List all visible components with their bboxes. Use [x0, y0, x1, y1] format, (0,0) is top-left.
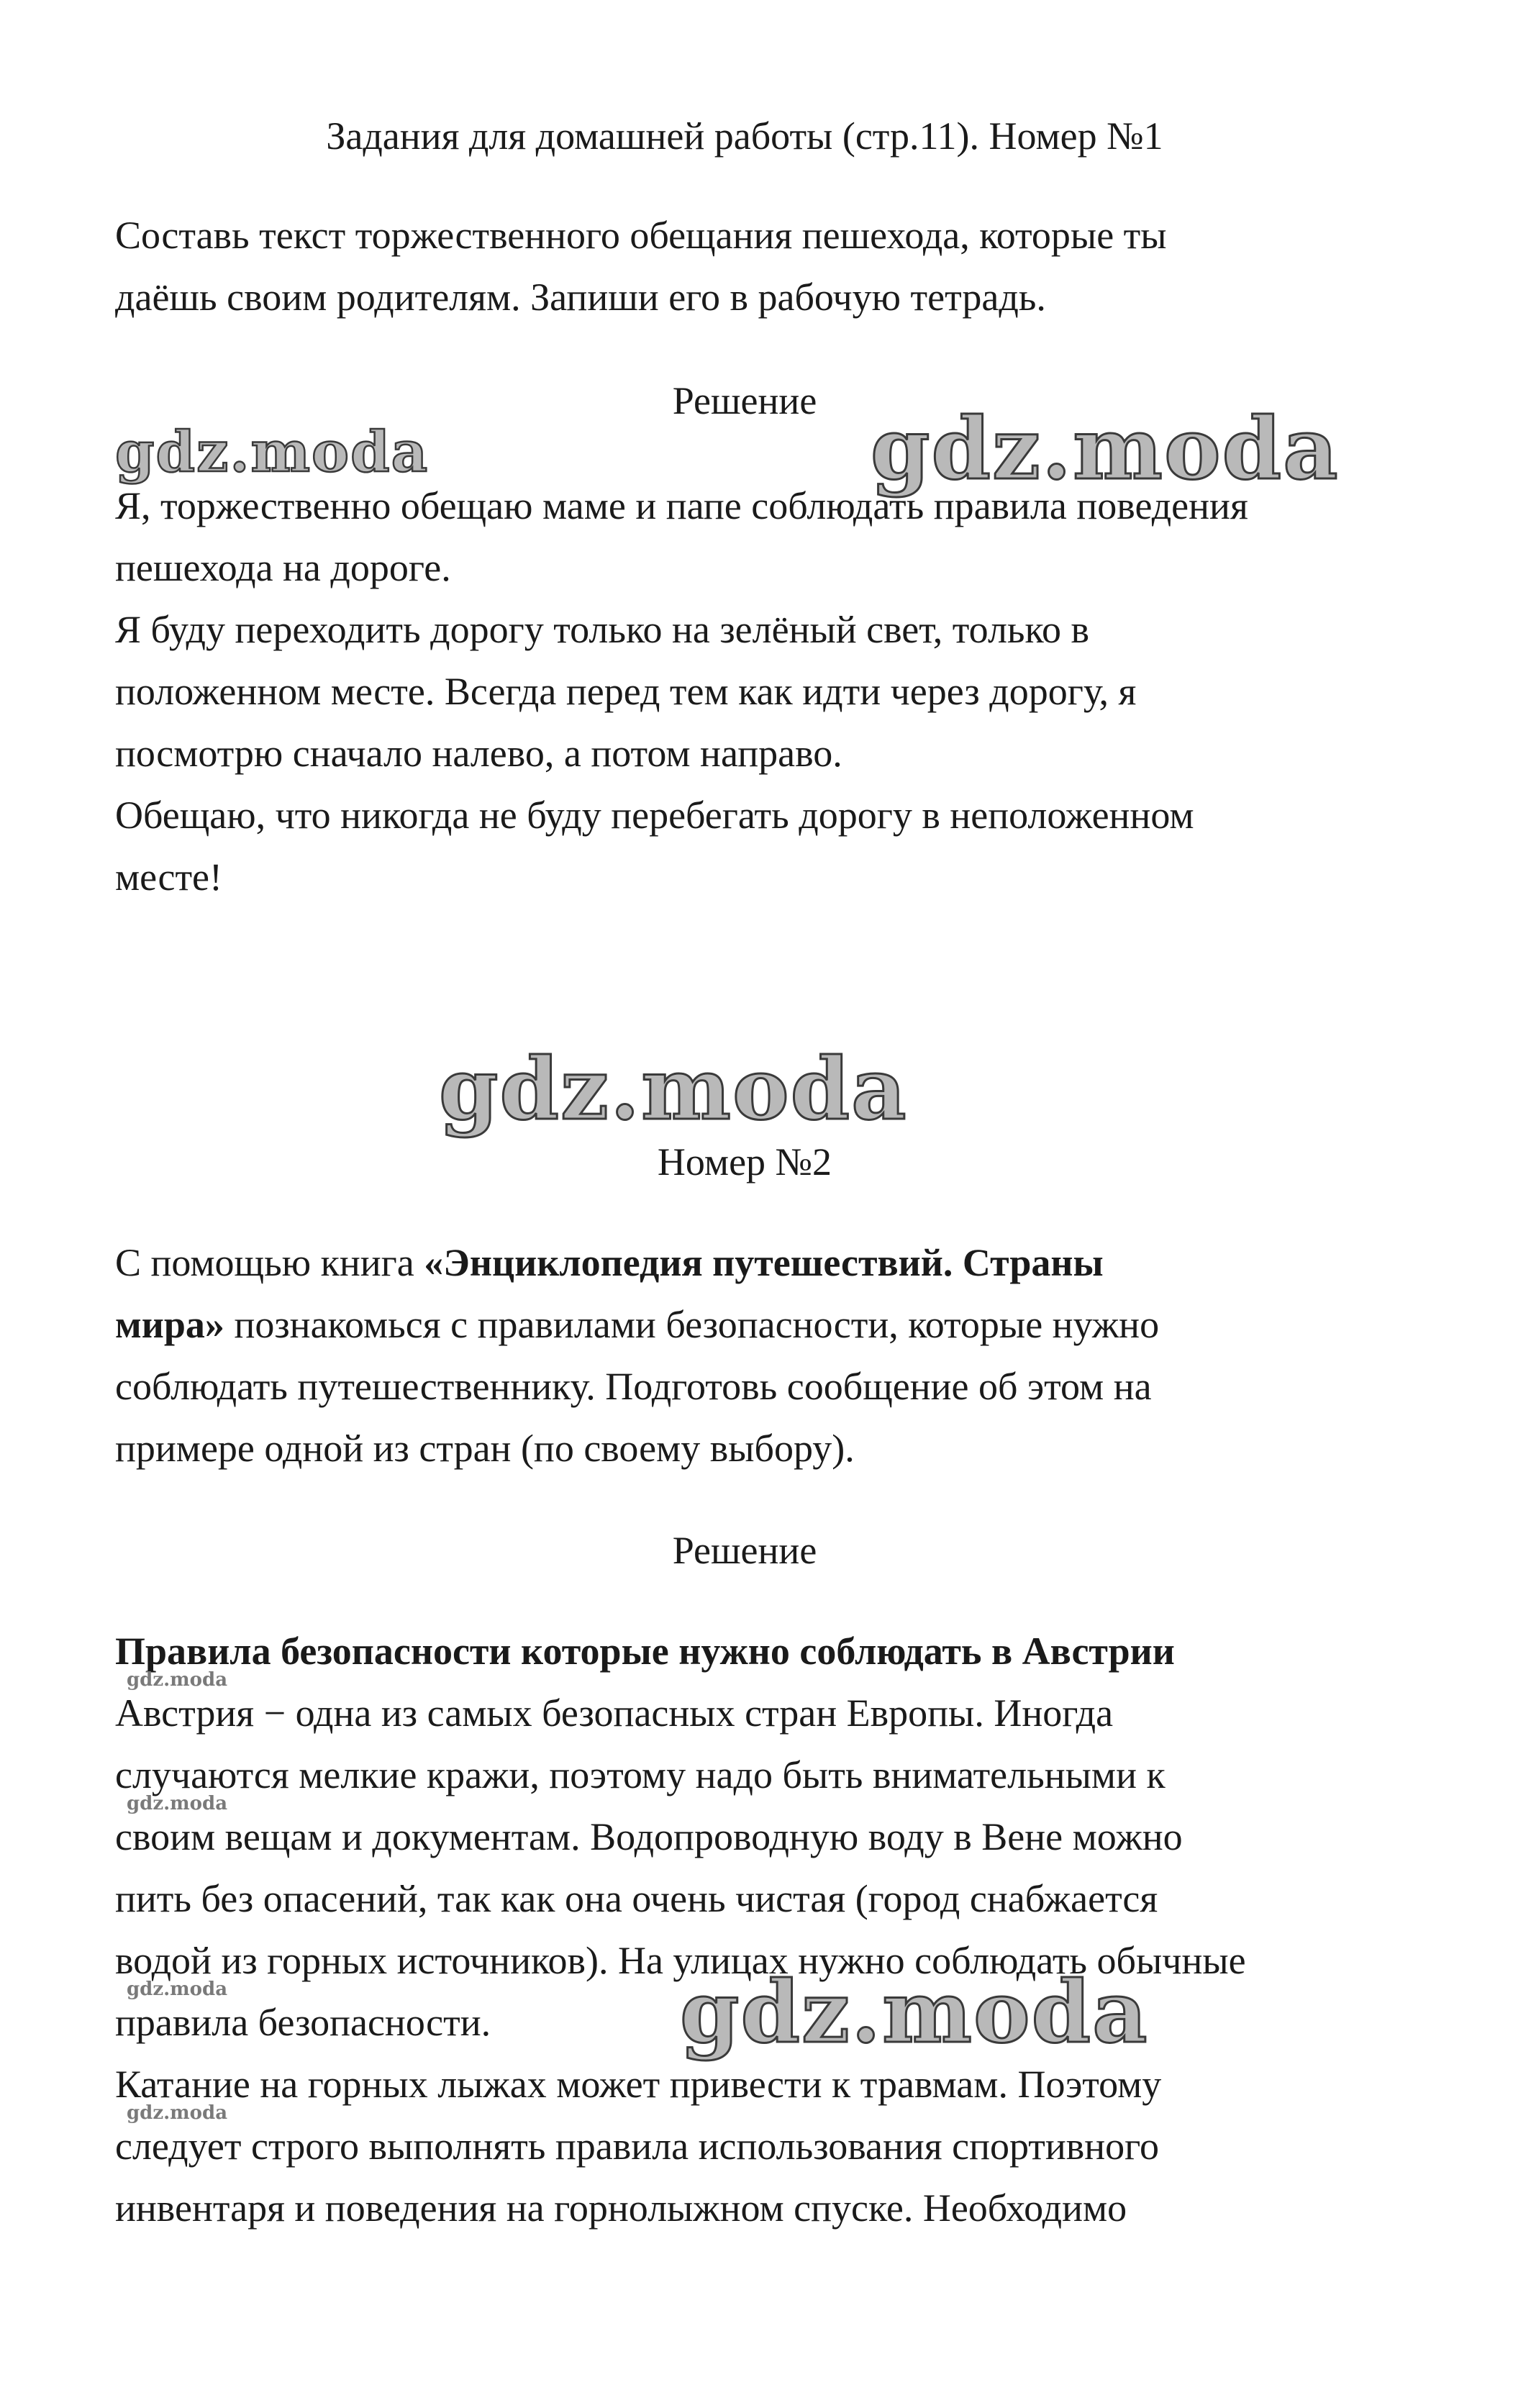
task2-answer-title: Правила безопасности которые нужно соблюдать в Австрии — [115, 1630, 1175, 1673]
task1-heading: Задания для домашней работы (стр.11). Номер №1 — [326, 114, 1163, 158]
task2-answer-line: инвентаря и поведения на горнолыжном спуске. Необходимо — [115, 2186, 1127, 2230]
task1-question-line: даёшь своим родителям. Запиши его в рабочую тетрадь. — [115, 276, 1046, 319]
task2-answer-line: случаются мелкие кражи, поэтому надо быть внимательными к — [115, 1753, 1166, 1796]
task2-question-line: соблюдать путешественнику. Подготовь сообщение об этом на — [115, 1365, 1152, 1408]
watermark: gdz.moda — [127, 2102, 228, 2124]
watermark: gdz.moda — [127, 1793, 228, 1814]
task1-answer-line: Я, торжественно обещаю маме и папе соблюдать правила поведения — [115, 484, 1248, 527]
watermark: gdz.moda — [127, 1978, 228, 2000]
task1-answer-line: месте! — [115, 855, 223, 899]
watermark: gdz.moda — [680, 1962, 1149, 2062]
task2-question-line — [115, 1243, 1104, 1282]
task1-solution-label: Решение — [672, 379, 817, 422]
task1-question-line: Составь текст торжественного обещания пешехода, которые ты — [115, 214, 1167, 257]
task2-answer-line: водой из горных источников). На улицах нужно соблюдать обычные — [115, 1939, 1246, 1982]
task2-answer-line: пить без опасений, так как она очень чистая (город снабжается — [115, 1877, 1158, 1920]
book-title-end: мира» — [115, 1303, 224, 1346]
watermark: gdz.moda — [127, 1669, 228, 1691]
task2-answer-line: Катание на горных лыжах может привести к травмам. Поэтому — [115, 2063, 1162, 2106]
task2-question-line — [115, 1305, 1159, 1344]
task1-answer-line: пешехода на дороге. — [115, 546, 451, 589]
task2-answer-line: правила безопасности. — [115, 2001, 491, 2044]
task2-heading: Номер №2 — [657, 1140, 832, 1183]
task1-answer-line: Обещаю, что никогда не буду перебегать дорогу в неположенном — [115, 794, 1194, 837]
watermark: gdz.moda — [439, 1039, 908, 1139]
task2-answer-line: своим вещам и документам. Водопроводную воду в Вене можно — [115, 1815, 1183, 1858]
task2-question-text: познакомься с правилами безопасности, которые нужно — [224, 1303, 1160, 1346]
watermark: gdz.moda — [871, 399, 1340, 499]
watermark: gdz.moda — [115, 419, 430, 485]
task2-question-line: примере одной из стран (по своему выбору). — [115, 1427, 855, 1470]
task1-answer-line: Я буду переходить дорогу только на зелёный свет, только в — [115, 608, 1090, 651]
task1-answer-line: посмотрю сначало налево, а потом направо. — [115, 732, 842, 775]
book-title: «Энциклопедия путешествий. Страны — [424, 1241, 1104, 1284]
task1-answer-line: положенном месте. Всегда перед тем как идти через дорогу, я — [115, 670, 1137, 713]
task2-answer-line: Австрия − одна из самых безопасных стран Европы. Иногда — [115, 1691, 1114, 1735]
task2-answer-line: следует строго выполнять правила использования спортивного — [115, 2125, 1159, 2168]
task2-question-prefix: С помощью книга — [115, 1241, 424, 1284]
task2-solution-label: Решение — [672, 1529, 817, 1572]
